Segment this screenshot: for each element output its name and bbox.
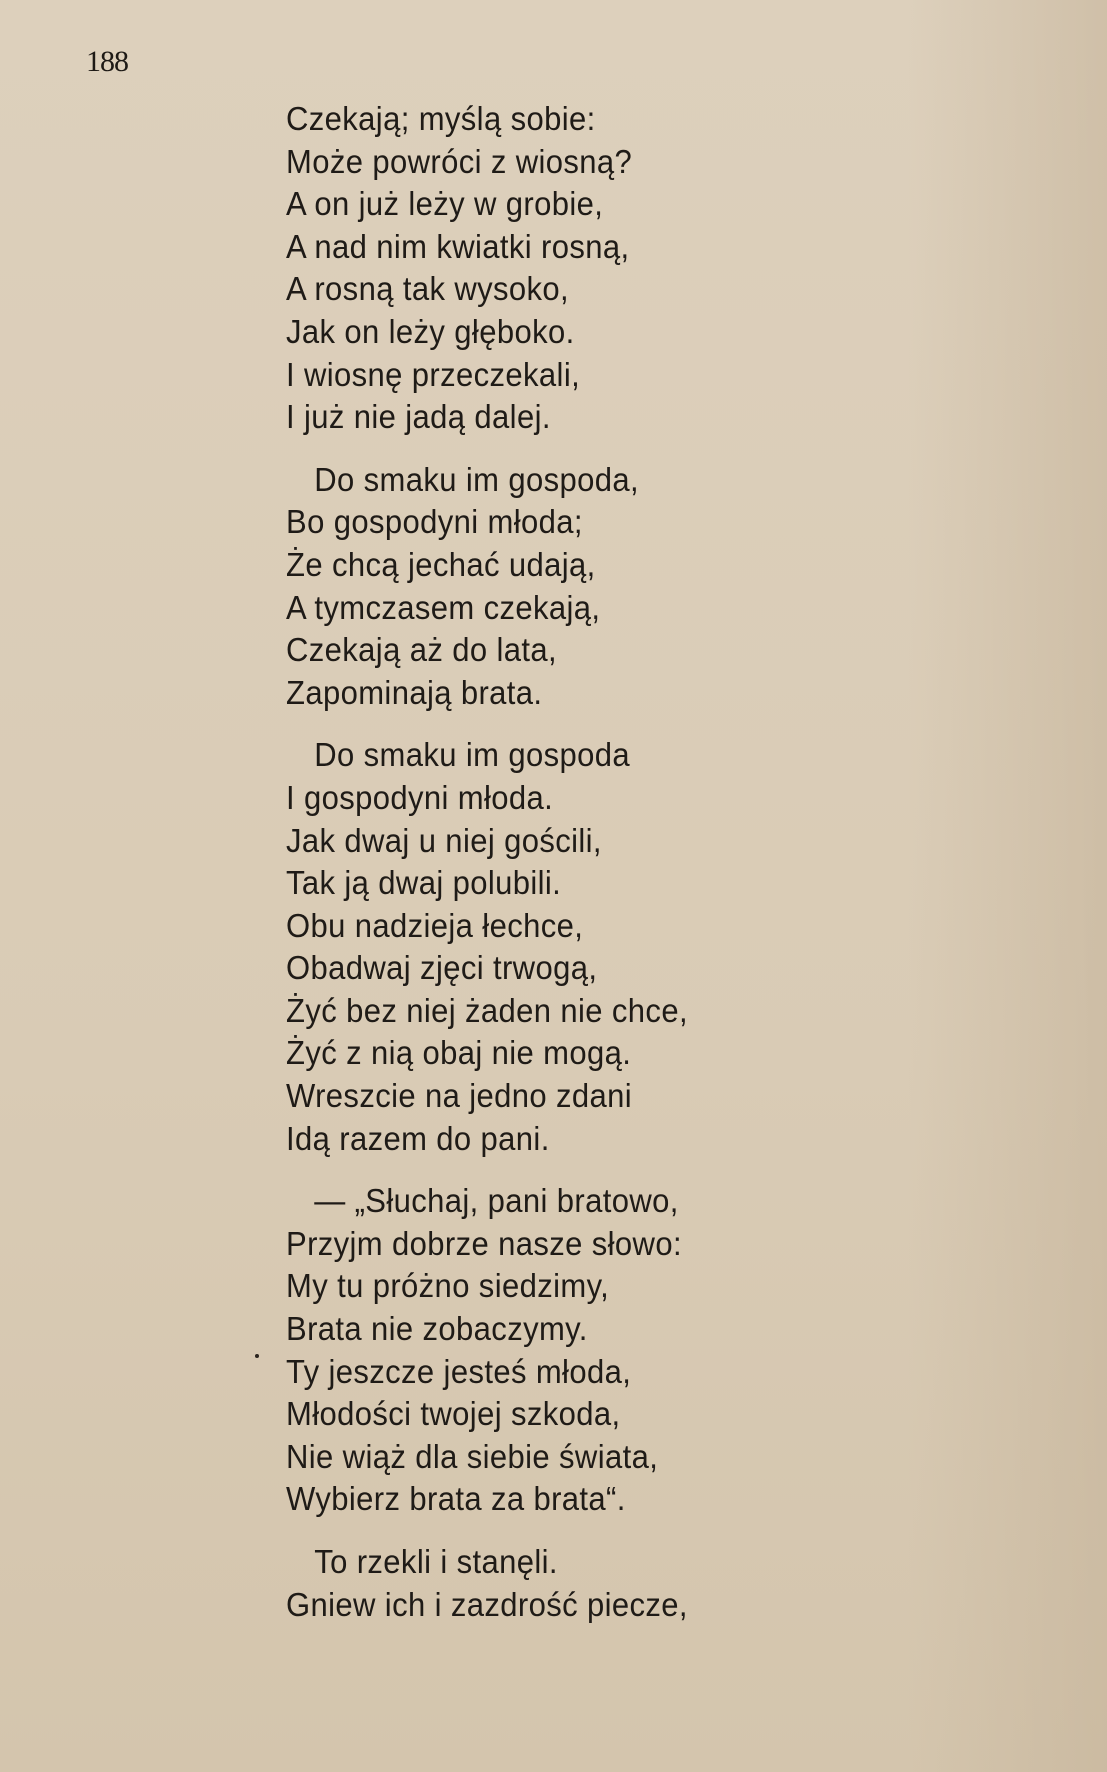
poem-line: Czekają; myślą sobie: [286,100,596,137]
poem-line: I wiosnę przeczekali, [286,355,581,393]
poem-line: Obu nadzieja łechce, [286,906,584,944]
poem-line: Gniew ich i zazdrość piecze, [286,1585,688,1623]
poem-line: Idą razem do pani. [286,1119,550,1157]
poem-line: Brata nie zobaczymy. [286,1310,588,1348]
poem-text [286,98,986,1626]
stanza-5 [286,1541,986,1626]
poem-line: Do smaku im gospoda, [314,460,639,498]
poem-line: Wybierz brata za brata“. [286,1480,626,1518]
poem-line: A tymczasem czekają, [286,588,601,626]
poem-line: Do smaku im gospoda [314,736,630,774]
page-number: 188 [86,45,128,78]
poem-line: Zapominają brata. [286,673,543,711]
stanza-3 [286,734,986,1160]
poem-line: Tak ją dwaj polubili. [286,864,562,902]
poem-line: Przyjm dobrze nasze słowo: [286,1224,682,1262]
poem-line: To rzekli i stanęli. [314,1543,558,1580]
poem-line: A on już leży w grobie, [286,185,604,223]
poem-line: Czekają aż do lata, [286,631,557,669]
poem-line: Bo gospodyni młoda; [286,503,583,541]
poem-line: Ty jeszcze jesteś młoda, [286,1352,632,1390]
poem-line: Obadwaj zjęci trwogą, [286,949,598,987]
poem-line: A rosną tak wysoko, [286,270,570,308]
stanza-4 [286,1180,986,1521]
stanza-1 [286,98,986,439]
poem-line: Nie wiąż dla siebie świata, [286,1437,659,1475]
poem-line: Jak on leży głęboko. [286,312,575,350]
poem-line: — „Słuchaj, pani bratowo, [314,1182,679,1220]
poem-line: Że chcą jechać udają, [286,545,596,583]
poem-line: I już nie jadą dalej. [286,398,551,436]
poem-line: Wreszcie na jedno zdani [286,1077,633,1115]
margin-mark [255,1354,259,1358]
poem-line: I gospodyni młoda. [286,778,554,816]
poem-line: Żyć z nią obaj nie mogą. [286,1034,632,1072]
poem-line: Może powróci z wiosną? [286,142,633,180]
poem-line: Młodości twojej szkoda, [286,1395,621,1433]
poem-line: Żyć bez niej żaden nie chce, [286,991,688,1029]
poem-line: Jak dwaj u niej gościli, [286,821,602,859]
stanza-2 [286,459,986,715]
poem-line: My tu próżno siedzimy, [286,1267,610,1305]
poem-line: A nad nim kwiatki rosną, [286,227,630,265]
